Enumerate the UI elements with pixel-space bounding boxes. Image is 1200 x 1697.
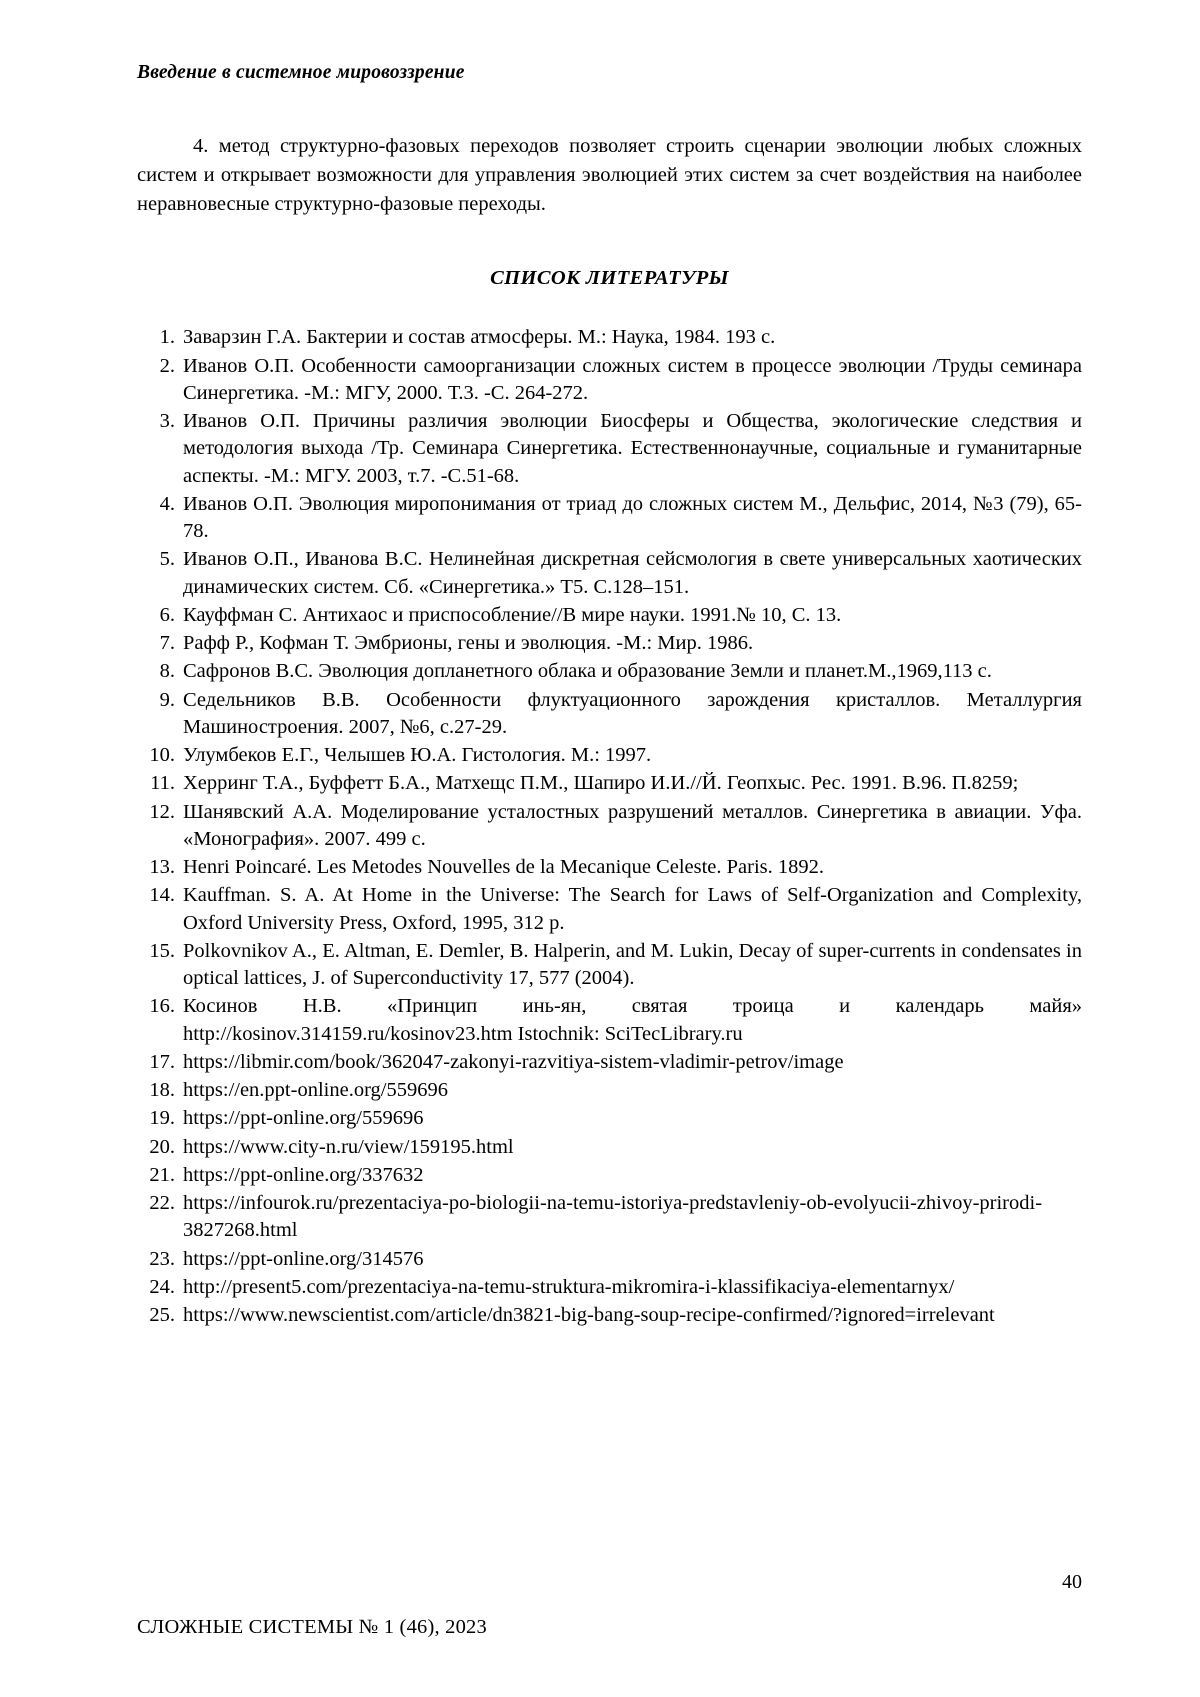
reference-item xyxy=(137,1190,1082,1245)
references-list xyxy=(137,324,1082,1329)
reference-number: 8. xyxy=(159,660,175,683)
reference-text: Kauffman. S. A. At Home in the Universe: The Search for Laws of Self-Organization and Complexity, Oxford University Press, Oxford, 1995, 312 p. xyxy=(183,884,1082,934)
section-title-references: СПИСОК ЛИТЕРАТУРЫ xyxy=(490,267,729,290)
reference-number: 18. xyxy=(149,1079,175,1102)
reference-item xyxy=(137,408,1082,490)
reference-item xyxy=(137,630,1082,657)
reference-number: 10. xyxy=(149,744,175,767)
reference-text: https://ppt-online.org/337632 xyxy=(183,1163,424,1186)
reference-text: Иванов О.П. Особенности самоорганизации сложных систем в процессе эволюции /Труды семинара Синергетика. -М.: МГУ, 2000. Т.3. -С. 264-272. xyxy=(183,354,1082,404)
reference-number: 24. xyxy=(149,1275,175,1298)
journal-footer-text: СЛОЖНЫЕ СИСТЕМЫ № 1 (46), 2023 xyxy=(137,1616,487,1638)
reference-number: 13. xyxy=(149,856,175,879)
reference-item xyxy=(137,491,1082,546)
reference-text: Херринг Т.А., Буффетт Б.А., Матхещс П.М., Шапиро И.И.//Й. Геопхыс. Рес. 1991. В.96. П.8259; xyxy=(183,772,1019,795)
reference-text: Шанявский А.А. Моделирование усталостных разрушений металлов. Синергетика в авиации. Уфа. «Монография». 2007. 499 с. xyxy=(183,800,1082,850)
reference-text: Рафф Р., Кофман Т. Эмбрионы, гены и эволюция. -М.: Мир. 1986. xyxy=(183,632,754,655)
reference-text: Иванов О.П. Эволюция миропонимания от триад до сложных систем М., Дельфис, 2014, №3 (79), 65-78. xyxy=(183,492,1082,543)
reference-text: Иванов О.П. Причины различия эволюции Биосферы и Общества, экологические следствия и методология выхода /Тр. Семинара Синергетика. Естественнонаучные, социальные и гуманитарные аспекты. -М.: МГУ. 2003, т.7. -С.51-68. xyxy=(183,410,1082,487)
reference-number: 9. xyxy=(159,688,175,711)
reference-item xyxy=(137,687,1082,742)
reference-item xyxy=(137,1162,1082,1189)
reference-number: 22. xyxy=(149,1192,175,1215)
intro-paragraph: 4. метод структурно-фазовых переходов позволяет строить сценарии эволюции любых сложных систем и открывает возможности для управления эволюцией этих систем за счет воздействия на наиболее неравновесные структурно-фазовые переходы. xyxy=(137,135,1082,216)
reference-item xyxy=(137,324,1082,351)
reference-text: Henri Poincaré. Les Metodes Nouvelles de la Mecanique Celeste. Paris. 1892. xyxy=(183,856,825,879)
reference-text: https://ppt-online.org/314576 xyxy=(183,1247,424,1270)
reference-item xyxy=(137,882,1082,937)
reference-text: https://www.newscientist.com/article/dn3821-big-bang-soup-recipe-confirmed/?ignored=irrelevant xyxy=(183,1304,995,1327)
reference-number: 16. xyxy=(149,995,175,1018)
reference-item xyxy=(137,799,1082,854)
reference-text: Polkovnikov A., E. Altman, E. Demler, B. Halperin, and M. Lukin, Decay of super-currents in condensates in optical lattices, J. of Superconductivity 17, 577 (2004). xyxy=(183,939,1082,990)
reference-number: 5. xyxy=(159,548,175,571)
reference-number: 14. xyxy=(149,884,175,907)
reference-text: Улумбеков Е.Г., Челышев Ю.А. Гистология. М.: 1997. xyxy=(183,744,652,767)
reference-number: 11. xyxy=(150,772,175,795)
reference-text: http://present5.com/prezentaciya-na-temu-struktura-mikromira-i-klassifikaciya-elementarnyx/ xyxy=(183,1275,955,1298)
reference-item xyxy=(137,770,1082,797)
reference-item xyxy=(137,1105,1082,1132)
reference-text: Иванов О.П., Иванова В.С. Нелинейная дискретная сейсмология в свете универсальных хаотических динамических систем. Сб. «Синергетика.» Т5. С.128–151. xyxy=(183,548,1082,598)
reference-text: Косинов Н.В. «Принцип инь-ян, святая троица и календарь майя» http://kosinov.314159.ru/kosinov23.htm Istochnik: SciTecLibrary.ru xyxy=(183,995,1082,1045)
reference-text: https://infourok.ru/prezentaciya-po-biologii-na-temu-istoriya-predstavleniy-ob-evolyucii-zhivoy-prirodi-3827268.html xyxy=(183,1192,1043,1242)
reference-text: https://en.ppt-online.org/559696 xyxy=(183,1079,448,1102)
reference-item xyxy=(137,1274,1082,1301)
reference-item xyxy=(137,546,1082,601)
page-footer xyxy=(137,1571,1082,1639)
page-number: 40 xyxy=(1062,1571,1082,1593)
reference-number: 25. xyxy=(149,1304,175,1327)
reference-text: Сафронов В.С. Эволюция допланетного облака и образование Земли и планет.М.,1969,113 с. xyxy=(183,660,992,683)
reference-item xyxy=(137,1302,1082,1329)
reference-text: Кауффман С. Антихаос и приспособление//В мире науки. 1991.№ 10, С. 13. xyxy=(183,603,842,626)
reference-number: 6. xyxy=(159,603,175,626)
reference-text: Седельников В.В. Особенности флуктуационного зарождения кристаллов. Металлургия Машиностроения. 2007, №6, с.27-29. xyxy=(183,688,1082,738)
reference-item xyxy=(137,602,1082,629)
reference-number: 19. xyxy=(149,1107,175,1130)
reference-number: 21. xyxy=(149,1163,175,1186)
reference-item xyxy=(137,1077,1082,1104)
reference-number: 2. xyxy=(159,354,175,377)
running-head: Введение в системное мировоззрение xyxy=(137,62,465,83)
reference-number: 1. xyxy=(159,326,175,349)
reference-item xyxy=(137,742,1082,769)
reference-number: 7. xyxy=(159,632,175,655)
reference-text: https://libmir.com/book/362047-zakonyi-razvitiya-sistem-vladimir-petrov/image xyxy=(183,1050,844,1073)
reference-item xyxy=(137,938,1082,993)
reference-number: 12. xyxy=(149,800,175,823)
reference-item xyxy=(137,1246,1082,1273)
reference-text: Заварзин Г.А. Бактерии и состав атмосферы. М.: Наука, 1984. 193 с. xyxy=(183,326,776,349)
reference-item xyxy=(137,854,1082,881)
reference-number: 23. xyxy=(149,1247,175,1270)
reference-item xyxy=(137,353,1082,408)
reference-item xyxy=(137,1134,1082,1161)
reference-item xyxy=(137,658,1082,685)
reference-item xyxy=(137,1049,1082,1076)
reference-number: 4. xyxy=(159,492,175,515)
reference-number: 15. xyxy=(149,939,175,962)
reference-item xyxy=(137,993,1082,1048)
reference-number: 17. xyxy=(149,1050,175,1073)
reference-text: https://ppt-online.org/559696 xyxy=(183,1107,424,1130)
reference-number: 3. xyxy=(159,410,175,433)
reference-number: 20. xyxy=(149,1135,175,1158)
reference-text: https://www.city-n.ru/view/159195.html xyxy=(183,1135,514,1158)
